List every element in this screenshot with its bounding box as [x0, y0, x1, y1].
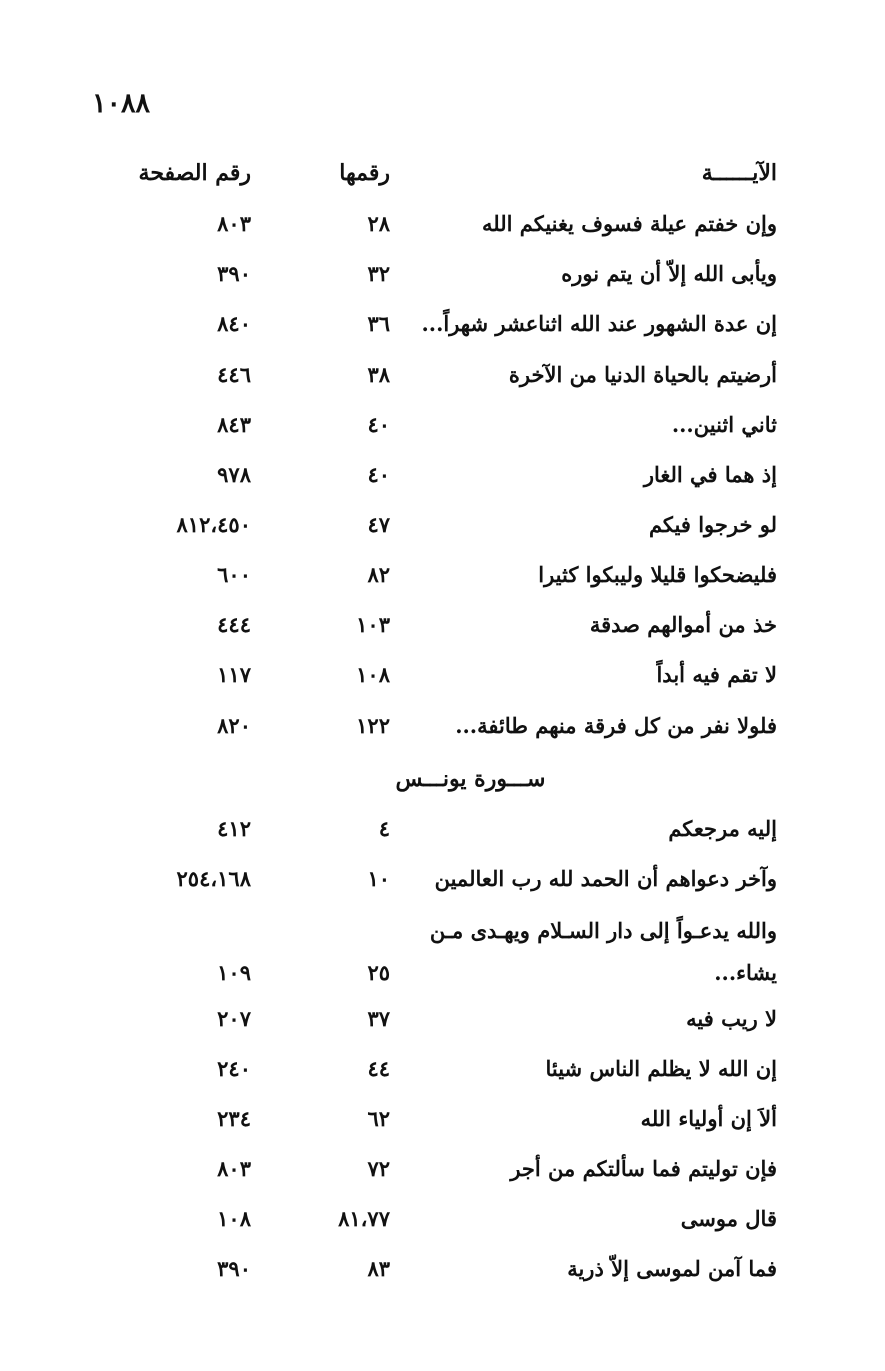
verse-number: ١٠٣ — [356, 612, 390, 637]
verse-text: لا ريب فيه — [686, 1006, 777, 1031]
verse-number: ٣٢ — [367, 261, 390, 286]
header-number: رقمها — [339, 160, 390, 186]
verse-number: ٣٧ — [367, 1006, 390, 1031]
verse-number: ٢٨ — [367, 211, 390, 236]
verse-number: ٤ — [378, 816, 390, 841]
verse-number: ٣٦ — [367, 311, 390, 336]
table-row — [0, 254, 885, 294]
verse-text: إذ هما في الغار — [643, 462, 777, 487]
sura-title: ســـورة يونـــس — [395, 766, 546, 792]
page-ref: ٢٤٠ — [217, 1056, 251, 1081]
verse-text: خذ من أموالهم صدقة — [589, 612, 777, 637]
verse-text: إليه مرجعكم — [668, 816, 777, 841]
table-row — [0, 655, 885, 695]
header-page: رقم الصفحة — [138, 160, 251, 186]
page-ref: ٨١٢،٤٥٠ — [176, 512, 251, 537]
verse-number: ٤٤ — [367, 1056, 390, 1081]
verse-text: فما آمن لموسى إلاّ ذرية — [567, 1256, 777, 1281]
header-verse: الآيــــــة — [701, 160, 777, 186]
verse-text: وإن خفتم عيلة فسوف يغنيكم الله — [481, 211, 777, 236]
verse-text: إن الله لا يظلم الناس شيئا — [545, 1056, 777, 1081]
page-ref: ٨٢٠ — [217, 713, 251, 738]
table-row — [0, 706, 885, 746]
verse-number: ٤٧ — [367, 512, 390, 537]
verse-number: ٣٨ — [367, 362, 390, 387]
table-row — [0, 1049, 885, 1089]
page-ref: ٤٤٦ — [217, 362, 251, 387]
verse-text: أرضيتم بالحياة الدنيا من الآخرة — [508, 362, 777, 387]
table-row — [0, 304, 885, 344]
verse-number: ١٠ — [367, 866, 390, 891]
table-row — [0, 204, 885, 244]
sura-heading — [0, 759, 885, 799]
table-row — [0, 405, 885, 445]
verse-text: قال موسى — [680, 1206, 777, 1231]
verse-text: فإن توليتم فما سألتكم من أجر — [510, 1156, 777, 1181]
table-header — [0, 153, 885, 193]
table-row — [0, 1199, 885, 1239]
verse-number: ٨٣ — [367, 1256, 390, 1281]
page-ref: ٨٤٠ — [217, 311, 251, 336]
table-row — [0, 999, 885, 1039]
table-row — [0, 605, 885, 645]
table-row — [0, 911, 885, 951]
page-ref: ٤٤٤ — [217, 612, 251, 637]
verse-number: ٦٢ — [367, 1106, 390, 1131]
page-ref: ٨٠٣ — [217, 1156, 251, 1181]
verse-text: لا تقم فيه أبداً — [656, 662, 777, 687]
verse-text: ويأبى الله إلاّ أن يتم نوره — [561, 261, 777, 286]
page-ref: ٢٠٧ — [217, 1006, 251, 1031]
table-row — [0, 809, 885, 849]
verse-text: إن عدة الشهور عند الله اثناعشر شهراً... — [421, 311, 777, 336]
page-ref — [51, 911, 251, 951]
verse-text: لو خرجوا فيكم — [648, 512, 777, 537]
page-ref: ٨٠٣ — [217, 211, 251, 236]
page-ref: ٣٩٠ — [217, 261, 251, 286]
verse-text: وآخر دعواهم أن الحمد لله رب العالمين — [434, 866, 777, 891]
verse-text: يشاء... — [714, 960, 777, 985]
verse-text: ألاَ إن أولياء الله — [640, 1106, 777, 1131]
verse-text: فليضحكوا قليلا وليبكوا كثيرا — [538, 562, 777, 587]
table-row — [0, 355, 885, 395]
table-row — [0, 859, 885, 899]
table-row — [0, 455, 885, 495]
verse-text: ثاني اثنين... — [671, 412, 777, 437]
verse-number: ١٠٨ — [356, 662, 390, 687]
verse-number: ٧٢ — [367, 1156, 390, 1181]
page-ref: ١١٧ — [217, 662, 251, 687]
page-number: ١٠٨٨ — [92, 88, 151, 119]
page-ref: ٢٥٤،١٦٨ — [176, 866, 251, 891]
page-ref: ١٠٩ — [217, 960, 251, 985]
table-row — [0, 555, 885, 595]
page-ref: ٣٩٠ — [217, 1256, 251, 1281]
verse-number: ٢٥ — [367, 960, 390, 985]
verse-text: والله يدعـواً إلى دار السـلام ويهـدى مـن — [429, 918, 777, 943]
table-row — [0, 1249, 885, 1289]
page-ref: ٤١٢ — [217, 816, 251, 841]
verse-number: ٤٠ — [367, 412, 390, 437]
page-ref: ٩٧٨ — [217, 462, 251, 487]
table-row — [0, 953, 885, 993]
verse-number: ٨١،٧٧ — [338, 1206, 390, 1231]
table-row — [0, 1149, 885, 1189]
verse-number: ١٢٢ — [356, 713, 390, 738]
page-ref: ٨٤٣ — [217, 412, 251, 437]
page-ref: ٢٣٤ — [217, 1106, 251, 1131]
verse-text: فلولا نفر من كل فرقة منهم طائفة... — [455, 713, 777, 738]
table-row — [0, 1099, 885, 1139]
page-ref: ٦٠٠ — [217, 562, 251, 587]
table-row — [0, 505, 885, 545]
verse-number: ٤٠ — [367, 462, 390, 487]
verse-number — [270, 911, 390, 951]
verse-number: ٨٢ — [367, 562, 390, 587]
page-ref: ١٠٨ — [217, 1206, 251, 1231]
